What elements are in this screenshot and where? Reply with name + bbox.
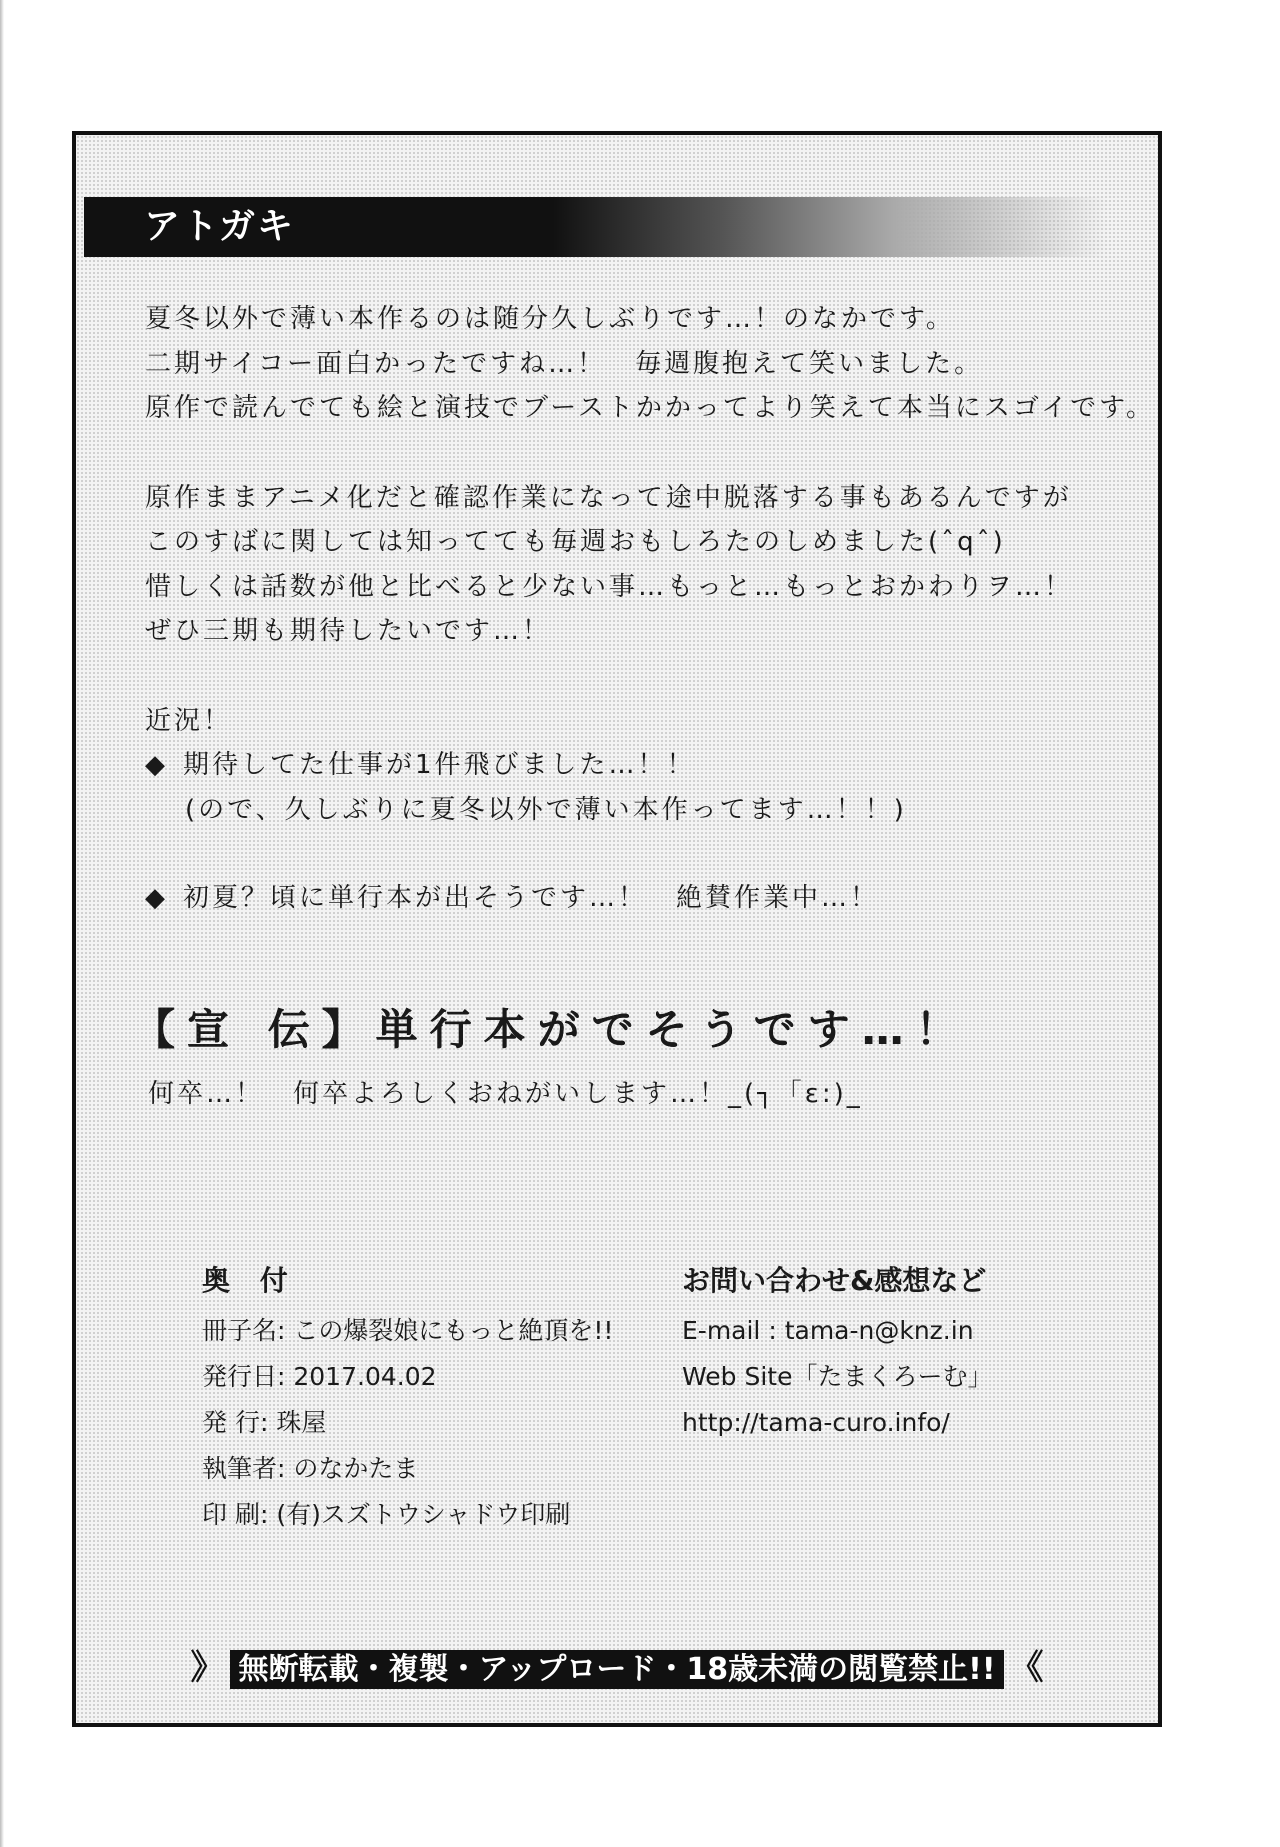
colophon-row: 印 刷: (有)スズトウシャドウ印刷	[202, 1500, 571, 1529]
text-line: 惜しくは話数が他と比べると少ない事…もっと…もっとおかわりヲ…！	[145, 571, 1074, 602]
text-line: ぜひ三期も期待したいです…！	[145, 616, 552, 646]
contact-email: E-mail : tama-n@knz.in	[682, 1316, 974, 1345]
afterword-header-bar	[84, 197, 1150, 257]
scan-edge	[0, 0, 4, 1847]
left-chevron-icon: 》	[190, 1648, 225, 1688]
news-item-1	[145, 743, 1145, 788]
diamond-bullet-icon: ◆	[145, 883, 168, 913]
contact-title: お問い合わせ&感想など	[682, 1264, 987, 1297]
afterword-paragraph-1	[145, 297, 1156, 431]
page-frame	[72, 131, 1162, 1727]
news-item-text: 初夏？頃に単行本が出そうです…！ 絶賛作業中…！	[183, 883, 880, 913]
colophon-title: 奥 付	[202, 1264, 298, 1297]
colophon-row: 執筆者: のなかたま	[202, 1454, 419, 1483]
colophon-row: 冊子名: この爆裂娘にもっと絶頂を!!	[202, 1316, 614, 1345]
news-item-text: 期待してた仕事が1件飛びました…！！	[183, 750, 696, 780]
promo-subline: 何卒…！ 何卒よろしくおねがいします…！_(┐「ε:)_	[148, 1079, 863, 1109]
news-heading: 近況！	[145, 705, 233, 736]
colophon-row: 発 行: 珠屋	[202, 1408, 327, 1437]
text-line: 二期サイコー面白かったですね…！ 毎週腹抱えて笑いました。	[145, 348, 984, 379]
text-line: 原作で読んでても絵と演技でブーストかかってより笑えて本当にスゴイです。	[145, 393, 1156, 423]
contact-url: http://tama-curo.info/	[682, 1408, 950, 1437]
text-line: 夏冬以外で薄い本作るのは随分久しぶりです…！のなかです。	[145, 304, 955, 334]
colophon	[202, 1258, 622, 1538]
news-item-1-note: (ので、久しぶりに夏冬以外で薄い本作ってます…！！)	[185, 794, 907, 825]
news-item-2	[145, 876, 1145, 921]
warning-text: 無断転載・複製・アップロード・18歳未満の閲覧禁止!!	[230, 1650, 1003, 1689]
news-section	[145, 699, 1145, 921]
afterword-body	[145, 297, 1156, 921]
contact-website: Web Site「たまくろーむ」	[682, 1362, 993, 1391]
copyright-warning	[76, 1640, 1158, 1689]
contact-info	[682, 1258, 1122, 1446]
right-chevron-icon: 《	[1009, 1648, 1044, 1688]
afterword-paragraph-2	[145, 476, 1145, 654]
afterword-title: アトガキ	[144, 206, 295, 247]
diamond-bullet-icon: ◆	[145, 750, 168, 780]
colophon-row: 発行日: 2017.04.02	[202, 1362, 437, 1391]
promo-headline: 【宣 伝】単行本がでそうです…！	[133, 1005, 970, 1054]
text-line: 原作ままアニメ化だと確認作業になって途中脱落する事もあるんですが	[145, 482, 1072, 513]
text-line: このすばに関しては知ってても毎週おもしろたのしめました(ˆqˆ)	[145, 527, 1006, 557]
